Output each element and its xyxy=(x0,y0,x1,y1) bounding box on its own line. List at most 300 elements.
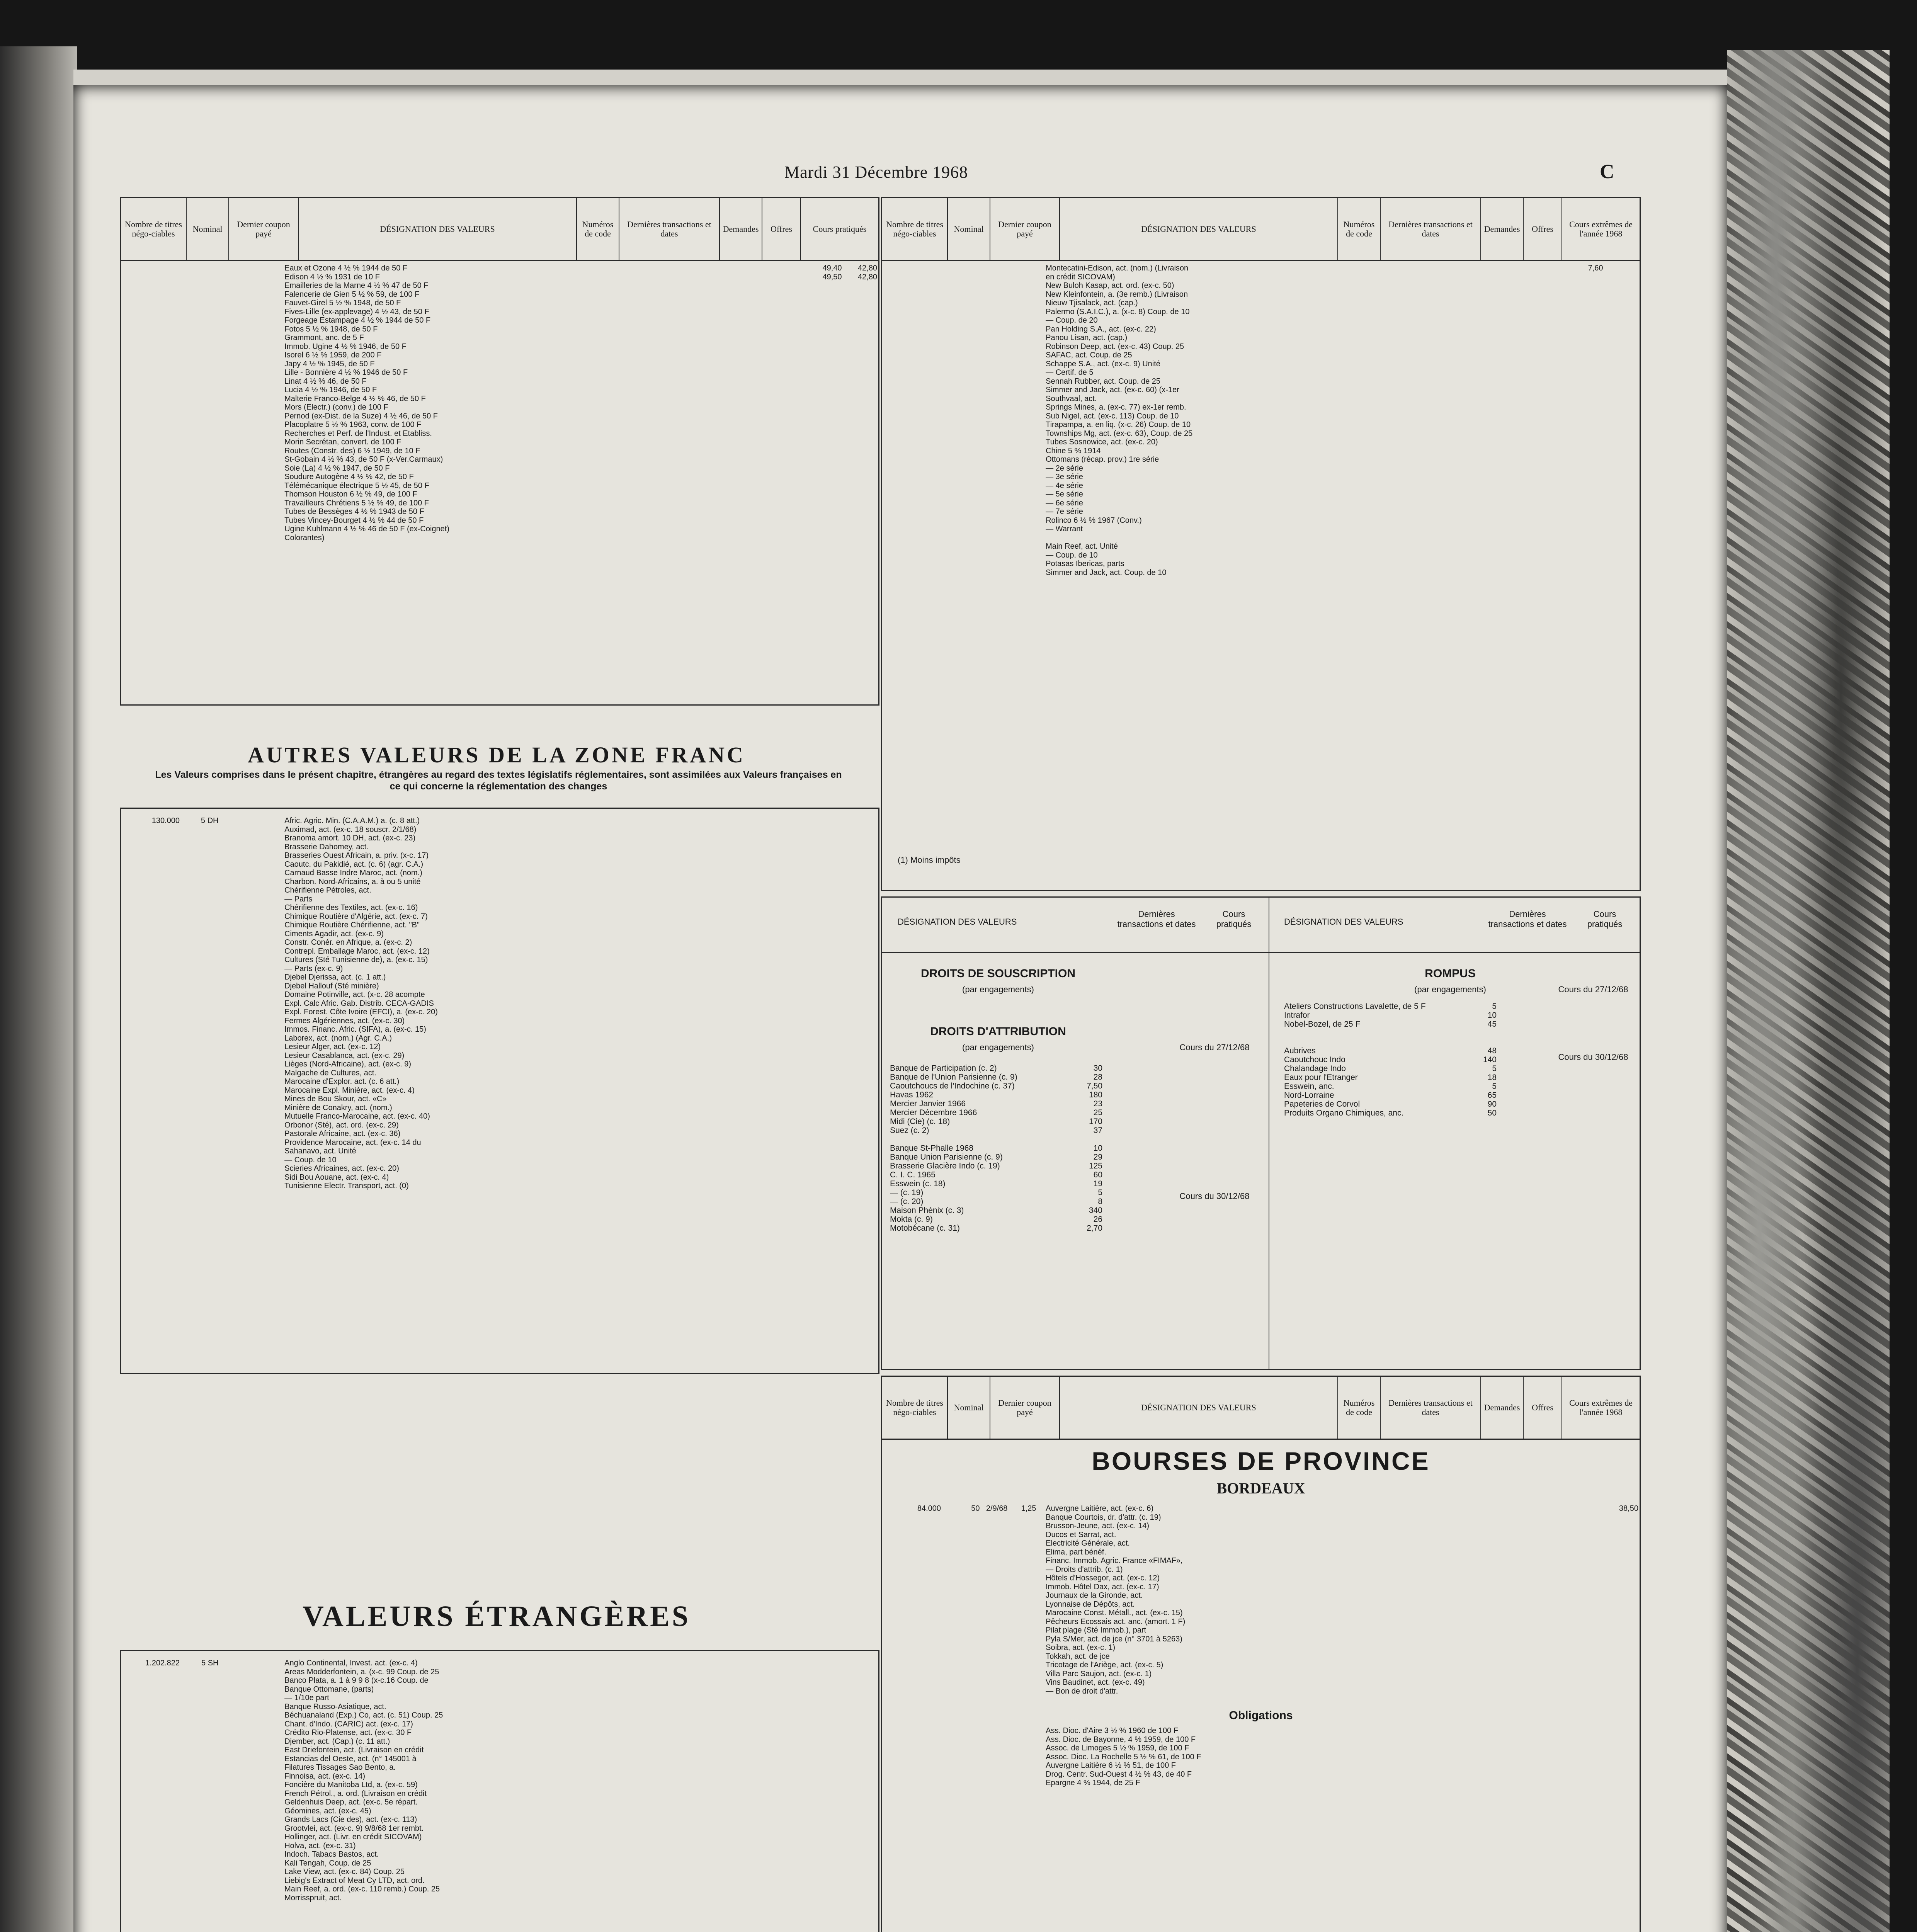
table-cell xyxy=(575,851,667,860)
table-cell xyxy=(575,1685,667,1694)
table-cell xyxy=(667,1763,705,1772)
table-cell xyxy=(575,1025,667,1034)
table-cell xyxy=(1569,1735,1604,1744)
table-cell xyxy=(1569,281,1604,290)
table-cell xyxy=(252,1086,283,1095)
table-cell xyxy=(536,273,575,282)
table-cell xyxy=(536,1789,575,1798)
table-cell: Charbon. Nord-Africains, a. à ou 5 unité xyxy=(284,877,421,886)
table-cell xyxy=(1569,299,1604,308)
table-cell xyxy=(536,843,575,852)
table-cell: Finnoisa, act. (ex-c. 14) xyxy=(284,1772,366,1781)
table-cell: Immos. Financ. Afric. (SIFA), a. (ex-c. 15) xyxy=(284,1025,426,1034)
table-cell xyxy=(843,1685,878,1694)
table-row xyxy=(121,438,878,447)
table-cell xyxy=(843,1025,878,1034)
table-cell xyxy=(219,1885,251,1894)
table-cell xyxy=(1013,299,1044,308)
table-cell xyxy=(1502,412,1569,421)
table-cell xyxy=(981,481,1012,490)
table-cell xyxy=(1298,525,1336,534)
table-cell xyxy=(741,947,808,956)
table-cell xyxy=(741,1876,808,1885)
table-cell xyxy=(882,1687,942,1696)
table-row xyxy=(121,1077,878,1086)
table-cell xyxy=(575,438,667,447)
table-cell: Grands Lacs (Cie des), act. (ex-c. 113) xyxy=(284,1815,417,1824)
table-cell xyxy=(1428,316,1466,325)
table-cell xyxy=(575,308,667,316)
table-cell: — Parts (ex-c. 9) xyxy=(284,964,343,973)
table-cell xyxy=(667,455,705,464)
table-cell xyxy=(808,1894,843,1903)
table-cell xyxy=(181,1060,219,1069)
list-item xyxy=(1284,1091,1497,1100)
list-item xyxy=(1284,1055,1497,1064)
table-cell xyxy=(706,1008,741,1017)
table-cell xyxy=(219,273,251,282)
table-cell xyxy=(1336,1522,1428,1531)
table-cell xyxy=(1298,316,1336,325)
table-cell xyxy=(536,1702,575,1711)
table-cell xyxy=(843,490,878,499)
table-cell xyxy=(942,516,981,525)
table-cell xyxy=(536,1685,575,1694)
table-cell xyxy=(1604,1744,1640,1753)
table-cell: St-Gobain 4 ½ % 43, de 50 F (x-Ver.Carmaux) xyxy=(284,455,443,464)
table-cell xyxy=(181,895,219,904)
table-cell xyxy=(882,264,942,273)
list-item-name: Nord-Lorraine xyxy=(1284,1091,1334,1100)
table-cell xyxy=(181,973,219,982)
table-cell xyxy=(667,834,705,843)
table-cell xyxy=(252,912,283,921)
table-cell xyxy=(843,1720,878,1729)
table-cell xyxy=(882,447,942,456)
table-cell xyxy=(843,1659,878,1668)
table-cell xyxy=(181,290,219,299)
table-cell xyxy=(1467,1635,1502,1644)
table-cell xyxy=(706,1173,741,1182)
table-cell xyxy=(219,1807,251,1816)
table-cell xyxy=(741,999,808,1008)
list-item xyxy=(1284,1029,1497,1037)
table-cell xyxy=(843,930,878,939)
table-cell xyxy=(219,912,251,921)
rompus-list xyxy=(1284,1002,1497,1117)
table-cell xyxy=(252,1676,283,1685)
table-cell xyxy=(252,490,283,499)
table-cell xyxy=(536,1824,575,1833)
table-cell xyxy=(121,1894,181,1903)
table-row xyxy=(121,1807,878,1816)
table-cell xyxy=(706,1789,741,1798)
table-cell xyxy=(575,1060,667,1069)
list-item xyxy=(1284,1037,1497,1046)
table-cell xyxy=(121,1182,181,1190)
table-cell xyxy=(252,886,283,895)
table-cell xyxy=(1467,377,1502,386)
table-row xyxy=(121,1659,878,1668)
table-cell xyxy=(942,1600,981,1609)
table-cell xyxy=(121,1772,181,1781)
table-cell xyxy=(808,895,843,904)
table-cell: Springs Mines, a. (ex-c. 77) ex-1er remb. xyxy=(1046,403,1186,412)
list-item xyxy=(1284,1046,1497,1055)
list-item xyxy=(890,1099,1102,1108)
table-cell xyxy=(575,1885,667,1894)
table-cell xyxy=(843,1043,878,1051)
table-cell xyxy=(1298,420,1336,429)
table-cell xyxy=(536,490,575,499)
table-cell xyxy=(981,395,1012,403)
table-cell xyxy=(882,525,942,534)
table-cell xyxy=(981,299,1012,308)
table-cell xyxy=(667,1728,705,1737)
table-header xyxy=(882,1377,1640,1440)
table-cell xyxy=(1336,377,1428,386)
table-cell xyxy=(1298,1687,1336,1696)
list-item-name: Papeteries de Corvol xyxy=(1284,1100,1360,1109)
table-cell xyxy=(1569,368,1604,377)
table-cell: Sub Nigel, act. (ex-c. 113) Coup. de 10 xyxy=(1046,412,1179,420)
table-cell xyxy=(1467,412,1502,421)
table-cell xyxy=(536,1859,575,1868)
table-row xyxy=(121,1728,878,1737)
table-cell xyxy=(575,1017,667,1026)
list-item-name: Chalandage Indo xyxy=(1284,1064,1346,1073)
table-cell: Palermo (S.A.I.C.), a. (x-c. 8) Coup. de 10 xyxy=(1046,307,1190,316)
souscription-heading: DROITS DE SOUSCRIPTION xyxy=(920,967,1076,980)
table-cell: Schappe S.A., act. (ex-c. 9) Unité xyxy=(1046,359,1160,368)
table-cell xyxy=(1298,360,1336,369)
table-cell xyxy=(1502,1626,1569,1635)
table-cell xyxy=(121,1147,181,1156)
table-cell xyxy=(536,869,575,878)
table-row xyxy=(121,1668,878,1677)
table-row xyxy=(882,360,1640,369)
table-cell xyxy=(741,1867,808,1876)
table-cell xyxy=(1298,499,1336,508)
table-cell xyxy=(942,281,981,290)
table-cell xyxy=(981,490,1012,499)
table-cell xyxy=(575,1876,667,1885)
table-cell xyxy=(575,1104,667,1112)
list-item-value: 2,70 xyxy=(1087,1224,1102,1233)
table-cell xyxy=(1428,1753,1466,1762)
table-cell xyxy=(575,464,667,473)
table-cell xyxy=(1336,516,1428,525)
table-cell xyxy=(1336,568,1428,577)
table-cell xyxy=(575,273,667,282)
table-cell xyxy=(252,860,283,869)
table-cell xyxy=(1569,438,1604,447)
table-cell xyxy=(1467,403,1502,412)
table-cell: Mors (Electr.) (conv.) de 100 F xyxy=(284,403,388,412)
table-cell xyxy=(667,516,705,525)
table-cell xyxy=(575,1043,667,1051)
table-cell xyxy=(1336,351,1428,360)
table-cell xyxy=(1604,420,1640,429)
table-cell xyxy=(808,1842,843,1850)
header-nominal: Nominal xyxy=(187,198,229,260)
table-cell xyxy=(1467,1652,1502,1661)
table-cell xyxy=(667,499,705,508)
table-row xyxy=(121,1129,878,1138)
list-item-value xyxy=(1060,1135,1102,1144)
table-cell xyxy=(252,999,283,1008)
table-cell xyxy=(252,455,283,464)
table-cell xyxy=(882,1670,942,1679)
table-cell xyxy=(1502,473,1569,481)
table-cell xyxy=(219,1051,251,1060)
table-cell xyxy=(1428,1678,1466,1687)
table-cell xyxy=(121,368,181,377)
table-cell: Soie (La) 4 ½ % 1947, de 50 F xyxy=(284,464,390,473)
table-cell xyxy=(121,843,181,852)
table-cell xyxy=(1298,1609,1336,1617)
table-cell: 42,80 xyxy=(857,272,877,281)
table-cell xyxy=(1502,551,1569,560)
table-cell xyxy=(181,1069,219,1078)
table-cell xyxy=(252,1104,283,1112)
table-cell xyxy=(882,395,942,403)
table-cell xyxy=(181,499,219,508)
list-item-value: 18 xyxy=(1487,1073,1497,1082)
table-cell: Holva, act. (ex-c. 31) xyxy=(284,1841,356,1850)
table-cell xyxy=(942,360,981,369)
table-cell xyxy=(536,412,575,421)
table-cell xyxy=(1298,1591,1336,1600)
table-row xyxy=(121,499,878,508)
table-row xyxy=(882,1652,1640,1661)
table-cell xyxy=(1502,438,1569,447)
table-cell xyxy=(1428,1643,1466,1652)
table-cell: Chimique Routière d'Algérie, act. (ex-c. 7) xyxy=(284,912,428,921)
table-cell xyxy=(1569,525,1604,534)
table-cell xyxy=(808,308,843,316)
table-cell: — 4e série xyxy=(1046,481,1083,490)
table-cell: Pilat plage (Sté Immob.), part xyxy=(1046,1626,1146,1634)
table-cell: Anglo Continental, Invest. act. (ex-c. 4) xyxy=(284,1659,418,1667)
table-cell xyxy=(1336,420,1428,429)
table-cell xyxy=(843,851,878,860)
table-cell xyxy=(843,438,878,447)
table-cell xyxy=(808,834,843,843)
table-cell xyxy=(575,1121,667,1130)
table-cell xyxy=(1336,1779,1428,1787)
table-cell xyxy=(808,351,843,360)
table-cell xyxy=(252,956,283,964)
table-cell xyxy=(1428,1770,1466,1779)
table-cell xyxy=(706,447,741,456)
header-nombre: Nombre de titres négo-ciables xyxy=(882,198,948,260)
table-cell xyxy=(121,1112,181,1121)
table-cell xyxy=(1013,507,1044,516)
table-cell xyxy=(706,1859,741,1868)
table-cell xyxy=(219,464,251,473)
table-row xyxy=(882,333,1640,342)
table-cell xyxy=(882,1652,942,1661)
table-cell xyxy=(1569,403,1604,412)
table-cell xyxy=(667,1104,705,1112)
table-cell xyxy=(181,903,219,912)
table-cell: Brasseries Ouest Africain, a. priv. (x-c. 17) xyxy=(284,851,429,860)
table-cell xyxy=(536,1876,575,1885)
table-cell xyxy=(536,1807,575,1816)
table-cell xyxy=(1604,1661,1640,1670)
table-row xyxy=(121,1755,878,1764)
table-row xyxy=(882,1539,1640,1548)
table-cell xyxy=(1336,1726,1428,1735)
table-cell xyxy=(252,1051,283,1060)
table-body xyxy=(882,264,1640,577)
list-item-value: 7,50 xyxy=(1087,1082,1102,1090)
table-cell xyxy=(942,1548,981,1557)
table-cell: Chérifienne Pétroles, act. xyxy=(284,886,371,895)
table-row xyxy=(121,1711,878,1720)
table-cell xyxy=(1428,1617,1466,1626)
table-cell xyxy=(252,516,283,525)
table-cell xyxy=(219,1676,251,1685)
table-cell xyxy=(667,1894,705,1903)
table-cell xyxy=(741,333,808,342)
table-cell xyxy=(981,1735,1012,1744)
table-cell xyxy=(1428,481,1466,490)
table-row xyxy=(121,1676,878,1685)
table-cell xyxy=(1336,1565,1428,1574)
table-cell xyxy=(706,921,741,930)
table-cell xyxy=(536,299,575,308)
table-cell xyxy=(808,342,843,351)
table-cell xyxy=(252,395,283,403)
table-row xyxy=(121,903,878,912)
table-cell xyxy=(667,525,705,534)
table-cell xyxy=(843,420,878,429)
table-cell: Béchuanaland (Exp.) Co, act. (c. 51) Coup. 25 xyxy=(284,1711,443,1719)
table-cell xyxy=(575,534,667,543)
table-cell xyxy=(843,403,878,412)
table-cell xyxy=(741,1859,808,1868)
table-cell xyxy=(1502,325,1569,334)
table-cell xyxy=(843,281,878,290)
table-cell xyxy=(219,516,251,525)
table-cell xyxy=(575,834,667,843)
table-cell xyxy=(181,308,219,316)
header-extremes: Cours extrêmes de l'année 1968 xyxy=(1569,219,1633,238)
table-cell xyxy=(1013,1626,1044,1635)
table-cell xyxy=(1428,386,1466,395)
table-cell xyxy=(121,351,181,360)
table-cell xyxy=(843,1129,878,1138)
table-cell xyxy=(808,1711,843,1720)
facing-page-edge xyxy=(0,46,77,1932)
table-cell xyxy=(1428,1744,1466,1753)
table-cell xyxy=(536,1051,575,1060)
table-cell xyxy=(1428,1652,1466,1661)
table-cell xyxy=(808,1095,843,1104)
list-item-value: 8 xyxy=(1098,1197,1102,1206)
table-row xyxy=(121,1694,878,1702)
table-cell: Southvaal, act. xyxy=(1046,394,1097,403)
table-cell xyxy=(882,1761,942,1770)
table-cell xyxy=(181,481,219,490)
table-row xyxy=(121,1043,878,1051)
table-cell xyxy=(882,290,942,299)
table-cell xyxy=(667,956,705,964)
table-cell xyxy=(741,1737,808,1746)
table-cell xyxy=(575,499,667,508)
table-cell xyxy=(1569,1643,1604,1652)
table-cell xyxy=(1336,264,1428,273)
list-item-name: Caoutchouc Indo xyxy=(1284,1055,1345,1064)
table-cell xyxy=(667,1025,705,1034)
list-item xyxy=(890,1144,1102,1153)
table-cell xyxy=(219,455,251,464)
table-cell xyxy=(1604,542,1640,551)
table-cell xyxy=(741,455,808,464)
table-cell xyxy=(252,1121,283,1130)
list-item xyxy=(890,1064,1102,1073)
table-cell xyxy=(1502,1583,1569,1592)
table-cell xyxy=(536,1850,575,1859)
table-cell xyxy=(219,447,251,456)
table-row xyxy=(121,930,878,939)
table-cell xyxy=(882,499,942,508)
table-cell xyxy=(882,455,942,464)
table-cell xyxy=(121,999,181,1008)
table-cell: Minière de Conakry, act. (nom.) xyxy=(284,1103,392,1112)
table-cell xyxy=(536,534,575,543)
table-cell xyxy=(181,1112,219,1121)
table-cell xyxy=(741,886,808,895)
table-cell xyxy=(741,1659,808,1668)
table-cell xyxy=(575,921,667,930)
table-cell xyxy=(1013,1678,1044,1687)
table-cell xyxy=(1467,1626,1502,1635)
table-cell xyxy=(981,1513,1012,1522)
table-cell xyxy=(1604,377,1640,386)
table-cell xyxy=(882,1531,942,1539)
table-cell xyxy=(1428,516,1466,525)
table-row xyxy=(121,895,878,904)
table-cell xyxy=(219,825,251,834)
table-cell xyxy=(1298,412,1336,421)
table-cell xyxy=(219,377,251,386)
table-cell: Ass. Dioc. d'Aire 3 ½ % 1960 de 100 F xyxy=(1046,1726,1178,1735)
table-row xyxy=(121,816,878,825)
table-cell xyxy=(575,1668,667,1677)
table-cell xyxy=(882,1591,942,1600)
table-cell: Edison 4 ½ % 1931 de 10 F xyxy=(284,272,380,281)
table-cell xyxy=(181,420,219,429)
header-offres: Offres xyxy=(1524,198,1562,260)
table-cell xyxy=(575,843,667,852)
table-cell xyxy=(808,316,843,325)
table-cell: Drog. Centr. Sud-Ouest 4 ½ % 43, de 40 F xyxy=(1046,1770,1192,1779)
table-cell xyxy=(942,1565,981,1574)
table-cell xyxy=(536,1138,575,1147)
table-cell xyxy=(181,1676,219,1685)
table-cell xyxy=(121,1720,181,1729)
table-cell xyxy=(1604,1548,1640,1557)
header-transactions: Dernières transactions et dates xyxy=(1117,909,1196,929)
table-cell xyxy=(843,290,878,299)
table-cell xyxy=(181,1885,219,1894)
table-cell xyxy=(1336,464,1428,473)
table-cell xyxy=(575,1737,667,1746)
table-cell xyxy=(536,325,575,334)
